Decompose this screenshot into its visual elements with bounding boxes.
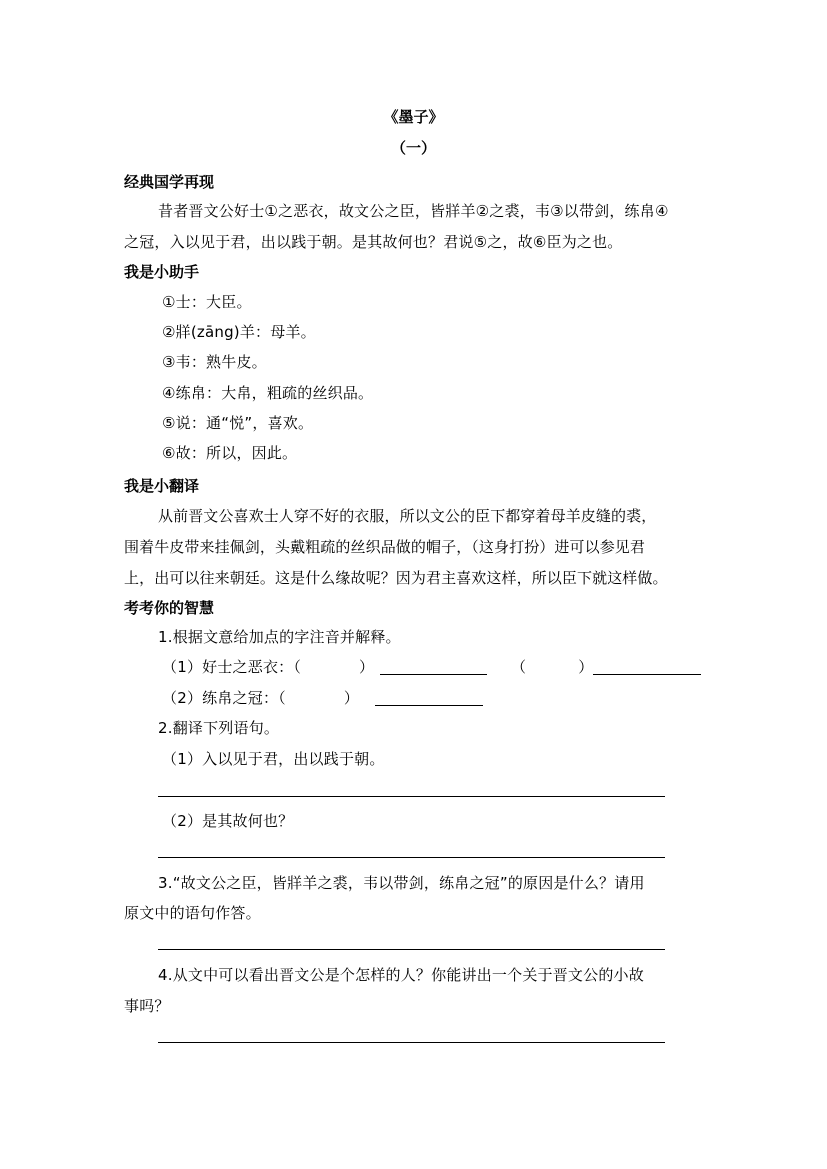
q1-item1-label: （1）好士之恶衣：（ — [162, 658, 302, 676]
q2-item1-answer-line[interactable] — [158, 796, 665, 797]
q1-prompt: 1.根据文意给加点的字注音并解释。 — [158, 628, 401, 646]
classic-heading: 经典国学再现 — [124, 173, 215, 191]
page-title: 《墨子》 — [383, 108, 444, 126]
q4-line-1: 4.从文中可以看出晋文公是个怎样的人？你能讲出一个关于晋文公的小故 — [158, 966, 644, 984]
q3-line-2: 原文中的语句作答。 — [124, 904, 261, 922]
classic-line-1: 昔者晋文公好士①之恶衣，故文公之臣，皆牂羊②之裘，韦③以带剑，练帛④ — [158, 202, 669, 220]
note-6: ⑥故：所以，因此。 — [162, 444, 298, 462]
helper-heading: 我是小助手 — [124, 263, 200, 281]
note-1: ①士：大臣。 — [162, 293, 252, 311]
note-5: ⑤说：通“悦”，喜欢。 — [162, 414, 314, 432]
q1-item1 — [162, 657, 374, 677]
q4-answer-line[interactable] — [158, 1042, 665, 1043]
q1-item1-close: ） — [359, 658, 375, 676]
q3-answer-line[interactable] — [158, 949, 665, 950]
note-3: ③韦：熟牛皮。 — [162, 353, 267, 371]
translation-line-1: 从前晋文公喜欢士人穿不好的衣服，所以文公的臣下都穿着母羊皮缝的裘， — [158, 507, 657, 525]
classic-line-2: 之冠，入以见于君，出以践于朝。是其故何也？君说⑤之，故⑥臣为之也。 — [124, 233, 623, 251]
q1-item2-close: ） — [343, 689, 360, 707]
q2-item2-answer-line[interactable] — [158, 857, 665, 858]
q1-item2 — [162, 688, 359, 708]
q2-item2: （2）是其故何也？ — [162, 812, 294, 830]
q1-item2-meaning-blank[interactable] — [375, 705, 483, 706]
q2-item1: （1）入以见于君，出以践于朝。 — [162, 750, 385, 768]
note-2: ②牂(zāng)羊：母羊。 — [162, 323, 316, 341]
page-subtitle: （一） — [390, 139, 436, 157]
q1-item1-open2: （ — [511, 658, 527, 676]
q1-item1-second — [511, 657, 593, 677]
translation-line-3: 上，出可以往来朝廷。这是什么缘故呢？因为君主喜欢这样，所以臣下就这样做。 — [124, 569, 668, 587]
translate-heading: 我是小翻译 — [124, 477, 200, 495]
q4-line-2: 事吗？ — [124, 997, 170, 1015]
q3-line-1: 3.“故文公之臣，皆牂羊之裘，韦以带剑，练帛之冠”的原因是什么？请用 — [158, 874, 645, 892]
q1-item1-meaning2-blank[interactable] — [593, 674, 701, 675]
q2-prompt: 2.翻译下列语句。 — [158, 719, 280, 737]
q1-item2-label: （2）练帛之冠：（ — [162, 689, 286, 707]
quiz-heading: 考考你的智慧 — [124, 599, 215, 617]
q1-item1-close2: ） — [578, 658, 594, 676]
q1-item1-meaning-blank[interactable] — [380, 674, 487, 675]
translation-line-2: 围着牛皮带来挂佩剑，头戴粗疏的丝织品做的帽子，（这身打扮）进可以参见君 — [124, 538, 646, 556]
note-4: ④练帛：大帛，粗疏的丝织品。 — [162, 384, 374, 402]
